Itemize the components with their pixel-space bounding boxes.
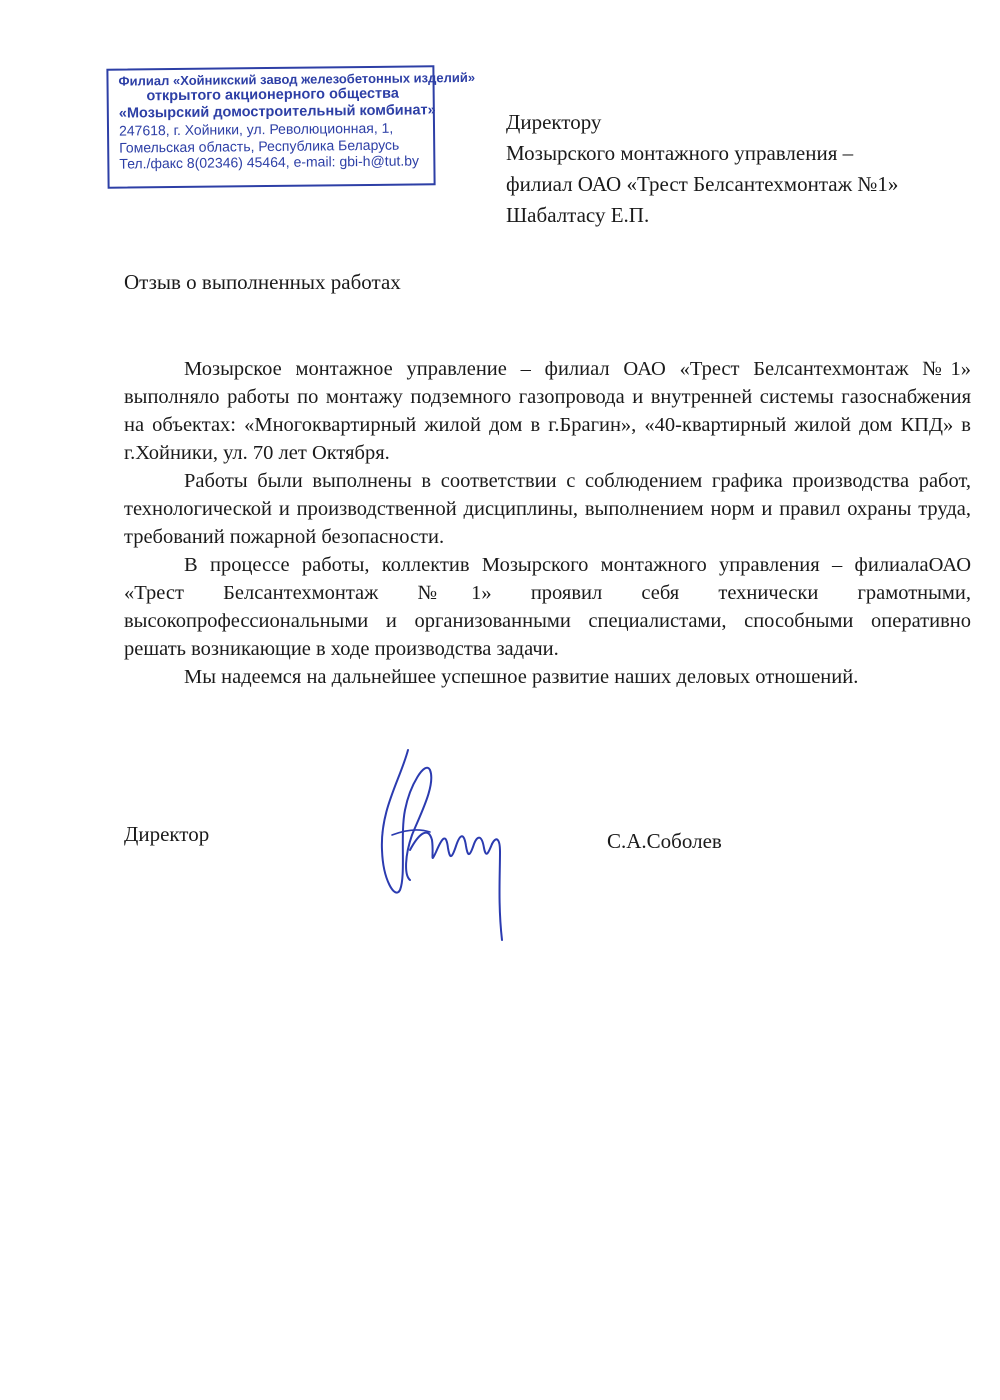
signature-stroke xyxy=(382,750,431,893)
body-paragraph: Работы были выполнены в соответствии с соблюдением графика производства работ, технологической и производственной дисциплины, выполнением норм и правил охраны труда, требований пожарной безопасности. xyxy=(124,470,971,548)
addressee-block xyxy=(506,107,898,231)
stamp-line-3: «Мозырский домостроительный комбинат» xyxy=(118,102,436,122)
stamp-line-6: Тел./факс 8(02346) 45464, e-mail: gbi-h@tut.by xyxy=(119,152,420,172)
stamp-line-2: открытого акционерного общества xyxy=(146,85,399,105)
signatory-name: С.А.Соболев xyxy=(607,829,722,853)
letter-subject: Отзыв о выполненных работах xyxy=(124,270,401,294)
addressee-line-2: Мозырского монтажного управления – xyxy=(506,141,854,165)
stamp-line-4: 247618, г. Хойники, ул. Революционная, 1, xyxy=(118,119,394,139)
letter-body xyxy=(124,355,971,691)
handwritten-signature xyxy=(370,740,530,950)
body-paragraph: Мозырское монтажное управление – филиал ОАО «Трест Белсантехмонтаж №1» выполняло работы по монтажу подземного газопровода и внутренней системы газоснабжения на объектах: «Многоквартирный жилой дом в г.Брагин», «40-квартирный жилой дом КПД» в г.Хойники, ул. 70 лет Октября. xyxy=(124,358,971,464)
signature-stroke xyxy=(410,833,492,858)
stamp-line-1: Филиал «Хойникский завод железобетонных изделий» xyxy=(118,69,476,89)
company-stamp xyxy=(106,65,476,188)
body-paragraph: Мы надеемся на дальнейшее успешное развитие наших деловых отношений. xyxy=(184,666,859,688)
addressee-line-1: Директору xyxy=(506,110,602,134)
signature-stroke xyxy=(492,839,502,940)
stamp-line-5: Гомельская область, Республика Беларусь xyxy=(119,136,400,156)
addressee-line-3: филиал ОАО «Трест Белсантехмонтаж №1» xyxy=(506,172,899,196)
signatory-title: Директор xyxy=(124,822,210,846)
body-paragraph: В процессе работы, коллектив Мозырского монтажного управления – филиалаОАО «Трест Белсантехмонтаж №1» проявил себя технически грамотными, высокопрофессиональными и организованными специалистами, способными оперативно решать возникающие в ходе производства задачи. xyxy=(124,554,971,660)
addressee-line-4: Шабалтасу Е.П. xyxy=(506,203,650,227)
